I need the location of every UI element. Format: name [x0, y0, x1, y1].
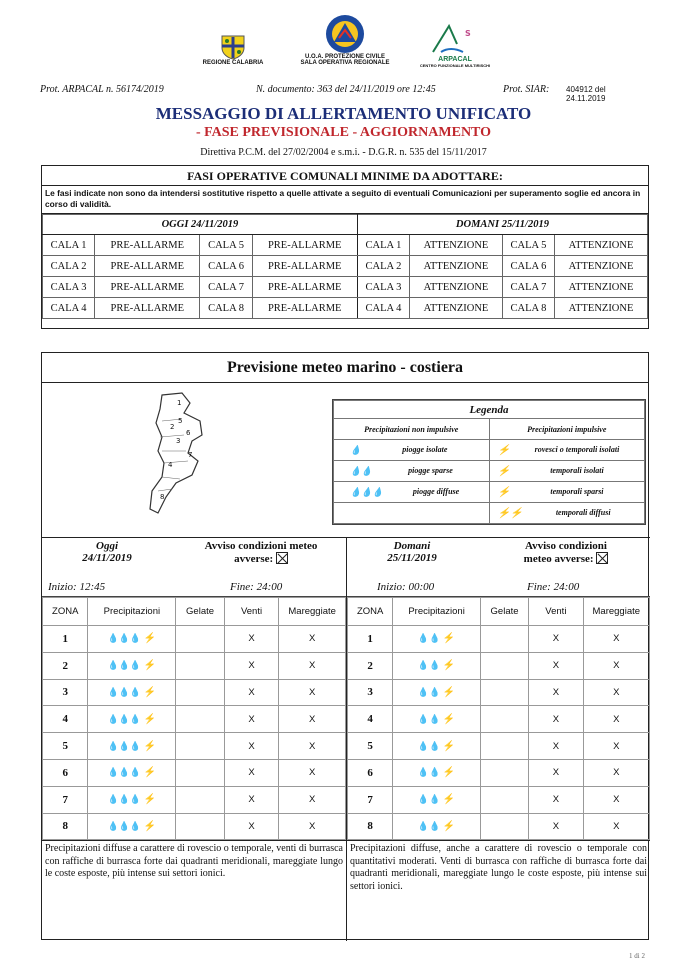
rain-icon: 💧💧	[417, 740, 441, 751]
venti-cell: X	[224, 679, 279, 706]
legend-left-label: piogge diffuse	[412, 486, 460, 496]
rain-icon: 💧💧	[417, 660, 441, 671]
fase-level: PRE-ALLARME	[95, 298, 200, 319]
page-number: 1 di 2	[629, 952, 645, 960]
today-label: OGGI 24/11/2019	[43, 215, 358, 235]
fase-level: PRE-ALLARME	[95, 277, 200, 298]
gelate-cell	[480, 786, 528, 813]
legend-left-cell	[334, 503, 490, 524]
today-panel	[42, 537, 346, 941]
precipitation-cell	[393, 733, 481, 760]
zone-row	[348, 759, 650, 786]
mareggiate-cell: X	[279, 786, 346, 813]
fase-level: ATTENZIONE	[410, 298, 503, 319]
prot-siar: Prot. SIAR:	[503, 84, 550, 95]
precipitation-cell	[393, 652, 481, 679]
lightning-icon: ⚡	[143, 660, 157, 672]
fase-level: PRE-ALLARME	[95, 256, 200, 277]
fasi-row	[43, 256, 648, 277]
today-date: 24/11/2019	[82, 552, 132, 564]
map-zone-label: 4	[168, 461, 173, 469]
svg-text:S: S	[465, 29, 471, 38]
gelate-cell	[176, 759, 224, 786]
zone-number: 1	[43, 626, 88, 653]
today-avviso-checkbox[interactable]	[276, 552, 288, 564]
zone-row	[43, 679, 346, 706]
zone-row	[348, 786, 650, 813]
zone-number: 3	[348, 679, 393, 706]
protezione-civile-emblem-icon	[325, 14, 365, 54]
zone-number: 5	[348, 733, 393, 760]
mareggiate-cell: X	[583, 733, 649, 760]
page-title: MESSAGGIO DI ALLERTAMENTO UNIFICATO	[155, 104, 532, 123]
fase-level: PRE-ALLARME	[95, 235, 200, 256]
rain-icon: 💧💧💧	[107, 740, 142, 751]
zone-number: 6	[348, 759, 393, 786]
rain-icon: 💧💧	[417, 686, 441, 697]
venti-cell: X	[224, 759, 279, 786]
legend-right-label: temporali diffusi	[555, 507, 611, 517]
venti-cell: X	[224, 626, 279, 653]
today-day: Oggi	[96, 540, 118, 552]
zone-number: 8	[43, 813, 88, 840]
zone-number: 2	[43, 652, 88, 679]
legend-right-label: rovesci o temporali isolati	[534, 444, 620, 454]
precipitation-cell	[393, 679, 481, 706]
fasi-row	[43, 298, 648, 319]
zone-row	[43, 706, 346, 733]
gelate-cell	[176, 786, 224, 813]
precipitation-cell	[88, 759, 176, 786]
fasi-heading: FASI OPERATIVE COMUNALI MINIME DA ADOTTARE:	[42, 166, 648, 186]
precipitation-cell	[88, 706, 176, 733]
map-zone-label: 1	[177, 399, 182, 407]
cala-zone: CALA 2	[43, 256, 95, 277]
mareggiate-cell: X	[279, 759, 346, 786]
rain-icon: 💧💧💧	[107, 713, 142, 724]
lightning-icon: ⚡	[497, 465, 510, 477]
tomorrow-avviso-checkbox[interactable]	[596, 552, 608, 564]
rain-icon: 💧💧💧	[107, 767, 142, 778]
precipitation-cell	[88, 786, 176, 813]
fasi-row	[43, 277, 648, 298]
venti-cell: X	[529, 652, 583, 679]
tomorrow-avviso-label: Avviso condizioni	[524, 540, 607, 552]
lightning-icon: ⚡	[442, 794, 456, 806]
protocol-line	[40, 84, 647, 103]
gelate-cell	[176, 813, 224, 840]
mareggiate-cell: X	[279, 652, 346, 679]
column-header: Gelate	[480, 598, 528, 626]
fasi-row	[43, 235, 648, 256]
cala-zone: CALA 6	[200, 256, 252, 277]
map-zone-label: 7	[188, 451, 193, 459]
cala-zone: CALA 4	[43, 298, 95, 319]
lightning-icon: ⚡	[442, 713, 456, 725]
column-header: Venti	[224, 598, 279, 626]
precipitation-cell	[88, 652, 176, 679]
arpacal-logo	[410, 22, 500, 68]
regione-calabria-logo	[198, 34, 268, 66]
zone-number: 8	[348, 813, 393, 840]
mareggiate-cell: X	[279, 733, 346, 760]
lightning-icon: ⚡	[497, 444, 510, 456]
column-header: ZONA	[348, 598, 393, 626]
arpacal-emblem-icon	[425, 22, 485, 56]
mareggiate-cell: X	[583, 706, 649, 733]
zone-row	[43, 733, 346, 760]
lightning-icon: ⚡	[442, 686, 456, 698]
column-header: Venti	[529, 598, 583, 626]
rain-icon: 💧💧💧	[107, 660, 142, 671]
zone-number: 6	[43, 759, 88, 786]
zone-row	[43, 759, 346, 786]
regione-emblem-icon	[219, 34, 247, 60]
zone-number: 5	[43, 733, 88, 760]
legend-right-label: temporali sparsi	[550, 486, 604, 496]
precipitation-cell	[88, 813, 176, 840]
fase-level: ATTENZIONE	[410, 256, 503, 277]
legend-col-left: Precipitazioni non impulsive	[334, 419, 490, 440]
zone-row	[43, 652, 346, 679]
zone-row	[43, 813, 346, 840]
lightning-icon: ⚡	[143, 767, 157, 779]
column-header: Precipitazioni	[393, 598, 481, 626]
fase-level: ATTENZIONE	[410, 235, 503, 256]
tomorrow-panel	[346, 537, 650, 941]
legend-right-cell	[489, 503, 645, 524]
zone-row	[348, 733, 650, 760]
mareggiate-cell: X	[583, 813, 649, 840]
lightning-icon: ⚡	[143, 820, 157, 832]
rain-icon: 💧💧💧	[350, 486, 384, 497]
precipitation-cell	[393, 759, 481, 786]
lightning-icon: ⚡	[442, 820, 456, 832]
fase-level: ATTENZIONE	[555, 235, 648, 256]
legend-title: Legenda	[334, 401, 645, 419]
mareggiate-cell: X	[583, 679, 649, 706]
zone-number: 1	[348, 626, 393, 653]
lightning-icon: ⚡	[442, 767, 456, 779]
gelate-cell	[176, 679, 224, 706]
cala-zone: CALA 8	[200, 298, 252, 319]
tomorrow-day: Domani	[393, 540, 431, 552]
zone-row	[348, 679, 650, 706]
tomorrow-description: Precipitazioni diffuse, anche a carattere di rovescio o temporale con quantitativi moderati. Venti di burrasca con raffiche di burrasca forte dai quadranti meridionali, mareggiate lungo le coste esposte, più intense sui settori ionici.	[347, 840, 650, 941]
gelate-cell	[176, 626, 224, 653]
lightning-icon: ⚡	[143, 713, 157, 725]
tomorrow-label: DOMANI 25/11/2019	[357, 215, 647, 235]
mareggiate-cell: X	[583, 626, 649, 653]
legend-left-label: piogge isolate	[402, 444, 448, 454]
rain-icon: 💧💧💧	[107, 820, 142, 831]
mareggiate-cell: X	[279, 626, 346, 653]
meteo-heading: Previsione meteo marino - costiera	[42, 353, 648, 383]
mareggiate-cell: X	[279, 706, 346, 733]
cala-zone: CALA 3	[43, 277, 95, 298]
today-zone-table	[42, 597, 346, 840]
column-header: Mareggiate	[279, 598, 346, 626]
venti-cell: X	[529, 626, 583, 653]
zone-number: 7	[43, 786, 88, 813]
lightning-icon: ⚡	[442, 740, 456, 752]
fase-level: ATTENZIONE	[555, 298, 648, 319]
venti-cell: X	[529, 813, 583, 840]
gelate-cell	[480, 652, 528, 679]
tomorrow-start-time: Inizio: 00:00	[377, 581, 435, 593]
calabria-zone-map	[142, 391, 222, 521]
gelate-cell	[480, 733, 528, 760]
logo-center-line1: U.O.A. PROTEZIONE CIVILE	[304, 54, 385, 60]
map-zone-label: 2	[170, 423, 175, 431]
fase-level: ATTENZIONE	[555, 256, 648, 277]
gelate-cell	[480, 626, 528, 653]
today-start-time: Inizio: 12:45	[48, 581, 106, 593]
gelate-cell	[480, 759, 528, 786]
fase-level: PRE-ALLARME	[252, 277, 357, 298]
fase-level: PRE-ALLARME	[252, 298, 357, 319]
cala-zone: CALA 4	[357, 298, 409, 319]
rain-icon: 💧💧	[417, 767, 441, 778]
precipitation-cell	[393, 786, 481, 813]
fase-level: ATTENZIONE	[555, 277, 648, 298]
protezione-civile-logo	[285, 14, 405, 66]
map-zone-label: 5	[178, 417, 183, 425]
legend	[332, 399, 646, 525]
tomorrow-avviso-label-2: meteo avverse:	[523, 553, 594, 565]
lightning-icon: ⚡	[143, 633, 157, 645]
fase-level: ATTENZIONE	[410, 277, 503, 298]
mareggiate-cell: X	[583, 786, 649, 813]
venti-cell: X	[529, 786, 583, 813]
precipitation-cell	[88, 733, 176, 760]
logo-center-line2: SALA OPERATIVA REGIONALE	[300, 60, 390, 66]
legend-left-cell	[334, 461, 490, 482]
legend-right-label: temporali isolati	[550, 465, 604, 475]
venti-cell: X	[224, 786, 279, 813]
venti-cell: X	[529, 733, 583, 760]
column-header: ZONA	[43, 598, 88, 626]
fasi-operative-box	[41, 165, 649, 329]
gelate-cell	[480, 706, 528, 733]
gelate-cell	[176, 706, 224, 733]
prot-siar-value: 404912 del 24.11.2019	[566, 85, 606, 103]
zone-number: 7	[348, 786, 393, 813]
zone-row	[348, 652, 650, 679]
cala-zone: CALA 3	[357, 277, 409, 298]
legend-left-cell	[334, 482, 490, 503]
cala-zone: CALA 2	[357, 256, 409, 277]
venti-cell: X	[529, 679, 583, 706]
map-zone-label: 8	[160, 493, 165, 501]
fasi-note: Le fasi indicate non sono da intendersi sostitutive rispetto a quelle attivate a seguito di eventuali Comunicazioni per superamento soglie ed ancora in corso di validità.	[42, 186, 648, 214]
rain-icon: 💧💧	[417, 820, 441, 831]
zone-row	[348, 706, 650, 733]
fasi-table	[42, 214, 648, 319]
rain-icon: 💧💧💧	[107, 686, 142, 697]
prot-arpacal: Prot. ARPACAL n. 56174/2019	[40, 84, 164, 95]
column-header: Mareggiate	[583, 598, 649, 626]
lightning-icon: ⚡	[497, 486, 510, 498]
cala-zone: CALA 1	[357, 235, 409, 256]
column-header: Precipitazioni	[88, 598, 176, 626]
lightning-icon: ⚡	[442, 660, 456, 672]
zone-number: 2	[348, 652, 393, 679]
legend-col-right: Precipitazioni impulsive	[489, 419, 645, 440]
cala-zone: CALA 8	[502, 298, 554, 319]
venti-cell: X	[224, 706, 279, 733]
cala-zone: CALA 5	[502, 235, 554, 256]
lightning-icon: ⚡	[143, 794, 157, 806]
legend-right-cell	[489, 440, 645, 461]
legend-right-cell	[489, 461, 645, 482]
cala-zone: CALA 1	[43, 235, 95, 256]
document-number: N. documento: 363 del 24/11/2019 ore 12:45	[256, 84, 436, 95]
gelate-cell	[480, 679, 528, 706]
page-subtitle: - FASE PREVISIONALE - AGGIORNAMENTO	[195, 125, 492, 140]
mareggiate-cell: X	[583, 759, 649, 786]
rain-icon: 💧💧	[417, 794, 441, 805]
logo-right-text: ARPACAL	[438, 56, 472, 63]
precipitation-cell	[88, 626, 176, 653]
map-zone-label: 6	[186, 429, 191, 437]
gelate-cell	[176, 733, 224, 760]
today-avviso-label: Avviso condizioni meteo	[204, 540, 318, 552]
mareggiate-cell: X	[279, 813, 346, 840]
venti-cell: X	[224, 813, 279, 840]
tomorrow-zone-table	[347, 597, 650, 840]
cala-zone: CALA 7	[200, 277, 252, 298]
tomorrow-date: 25/11/2019	[387, 552, 437, 564]
zone-row	[348, 626, 650, 653]
zone-row	[348, 813, 650, 840]
venti-cell: X	[224, 652, 279, 679]
gelate-cell	[176, 652, 224, 679]
today-end-time: Fine: 24:00	[230, 581, 283, 593]
legend-right-cell	[489, 482, 645, 503]
rain-icon: 💧💧	[417, 713, 441, 724]
legend-left-cell	[334, 440, 490, 461]
venti-cell: X	[529, 706, 583, 733]
lightning-icon: ⚡	[143, 686, 157, 698]
mareggiate-cell: X	[583, 652, 649, 679]
logo-left-text: REGIONE CALABRIA	[202, 60, 264, 66]
lightning-icon: ⚡⚡	[497, 507, 523, 519]
directive-reference: Direttiva P.C.M. del 27/02/2004 e s.m.i. - D.G.R. n. 535 del 15/11/2017	[200, 147, 487, 158]
rain-icon: 💧💧	[350, 465, 373, 476]
mareggiate-cell: X	[279, 679, 346, 706]
zone-number: 4	[43, 706, 88, 733]
rain-icon: 💧💧💧	[107, 794, 142, 805]
today-description: Precipitazioni diffuse a carattere di rovescio o temporale, venti di burrasca con raffiche di burrasca forte dai quadranti meridionali, mareggiate lungo le coste esposte, più intense sui settori ionici.	[42, 840, 346, 941]
column-header: Gelate	[176, 598, 224, 626]
rain-icon: 💧💧💧	[107, 633, 142, 644]
legend-left-label: piogge sparse	[408, 465, 453, 475]
zone-row	[43, 786, 346, 813]
fase-level: PRE-ALLARME	[252, 235, 357, 256]
gelate-cell	[480, 813, 528, 840]
cala-zone: CALA 7	[502, 277, 554, 298]
lightning-icon: ⚡	[143, 740, 157, 752]
precipitation-cell	[393, 626, 481, 653]
fase-level: PRE-ALLARME	[252, 256, 357, 277]
venti-cell: X	[529, 759, 583, 786]
rain-icon: 💧	[350, 444, 362, 455]
meteo-box	[41, 352, 649, 940]
logo-right-sub: CENTRO FUNZIONALE MULTIRISCHI	[419, 63, 491, 68]
cala-zone: CALA 6	[502, 256, 554, 277]
precipitation-cell	[88, 679, 176, 706]
zone-number: 3	[43, 679, 88, 706]
precipitation-cell	[393, 706, 481, 733]
zone-row	[43, 626, 346, 653]
today-avviso-label-2: avverse:	[234, 553, 274, 565]
zone-number: 4	[348, 706, 393, 733]
venti-cell: X	[224, 733, 279, 760]
map-zone-label: 3	[176, 437, 181, 445]
tomorrow-end-time: Fine: 24:00	[527, 581, 580, 593]
precipitation-cell	[393, 813, 481, 840]
lightning-icon: ⚡	[442, 633, 456, 645]
cala-zone: CALA 5	[200, 235, 252, 256]
rain-icon: 💧💧	[417, 633, 441, 644]
logo-bar	[0, 14, 687, 80]
